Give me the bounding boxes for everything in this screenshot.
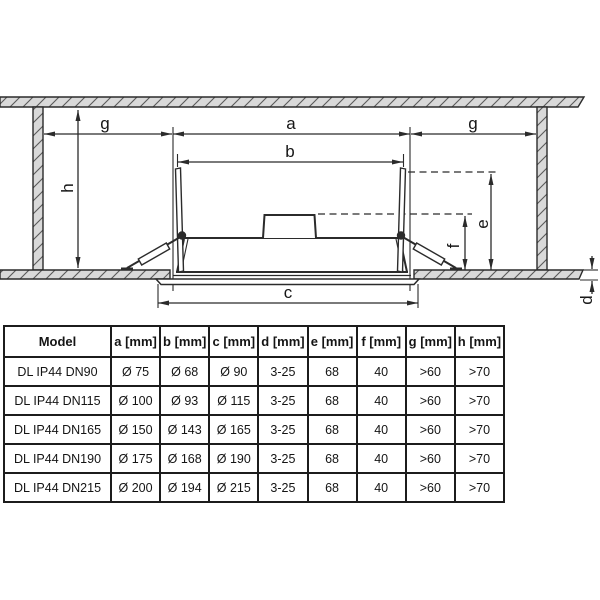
table-row [4,444,504,473]
joist-right [537,107,547,270]
value-cell: Ø 194 [160,473,209,502]
col-header: a [mm] [111,326,160,357]
value-cell: Ø 100 [111,386,160,415]
value-cell: >70 [455,473,504,502]
dim-label-a: a [286,114,296,133]
downlight-fixture [121,168,462,285]
spring-coil-right [413,243,444,265]
value-cell: 3-25 [258,473,307,502]
model-cell: DL IP44 DN115 [4,386,111,415]
value-cell: 40 [357,386,406,415]
value-cell: 3-25 [258,357,307,386]
joist-left [33,107,43,270]
col-header: c [mm] [209,326,258,357]
value-cell: >60 [406,473,455,502]
dim-label-f: f [444,243,463,249]
dim-label-b: b [285,142,295,161]
value-cell: Ø 175 [111,444,160,473]
value-cell: 68 [308,386,357,415]
driver-box [263,215,316,238]
value-cell: 40 [357,444,406,473]
dim-label-h: h [58,183,77,193]
value-cell: >60 [406,357,455,386]
ceiling-slab [0,97,584,107]
value-cell: >60 [406,415,455,444]
dim-label-c: c [283,283,293,302]
dim-label-g-right: g [468,114,478,133]
col-header: f [mm] [357,326,406,357]
table-header-row [4,326,504,357]
value-cell: 40 [357,473,406,502]
col-header: h [mm] [455,326,504,357]
dim-label-e: e [473,219,492,229]
value-cell: >70 [455,444,504,473]
ceiling-panel-left [0,270,170,279]
col-header: g [mm] [406,326,455,357]
value-cell: Ø 68 [160,357,209,386]
col-header: e [mm] [308,326,357,357]
value-cell: Ø 165 [209,415,258,444]
value-cell: 68 [308,444,357,473]
ceiling-panel-right [414,270,583,279]
table-row [4,386,504,415]
dim-label-d: d [577,295,596,305]
value-cell: Ø 115 [209,386,258,415]
table-row [4,357,504,386]
value-cell: Ø 150 [111,415,160,444]
col-header: d [mm] [258,326,307,357]
value-cell: 40 [357,357,406,386]
pivot-left [178,231,186,239]
dim-label-g-left: g [100,114,110,133]
model-cell: DL IP44 DN165 [4,415,111,444]
table-row [4,415,504,444]
col-header: b [mm] [160,326,209,357]
value-cell: 40 [357,415,406,444]
value-cell: >60 [406,444,455,473]
value-cell: >60 [406,386,455,415]
model-cell: DL IP44 DN190 [4,444,111,473]
value-cell: 3-25 [258,415,307,444]
value-cell: >70 [455,386,504,415]
value-cell: 68 [308,415,357,444]
value-cell: 68 [308,357,357,386]
spring-clip-left [176,168,184,272]
value-cell: 68 [308,473,357,502]
value-cell: 3-25 [258,386,307,415]
value-cell: Ø 143 [160,415,209,444]
spring-coil-left [138,243,169,265]
value-cell: >70 [455,415,504,444]
value-cell: Ø 215 [209,473,258,502]
value-cell: Ø 93 [160,386,209,415]
value-cell: >70 [455,357,504,386]
col-header-model: Model [4,326,111,357]
model-cell: DL IP44 DN90 [4,357,111,386]
value-cell: Ø 190 [209,444,258,473]
table-row [4,473,504,502]
value-cell: Ø 90 [209,357,258,386]
dimension-table [3,325,505,503]
value-cell: Ø 168 [160,444,209,473]
value-cell: Ø 75 [111,357,160,386]
model-cell: DL IP44 DN215 [4,473,111,502]
pivot-right [397,231,405,239]
value-cell: Ø 200 [111,473,160,502]
value-cell: 3-25 [258,444,307,473]
